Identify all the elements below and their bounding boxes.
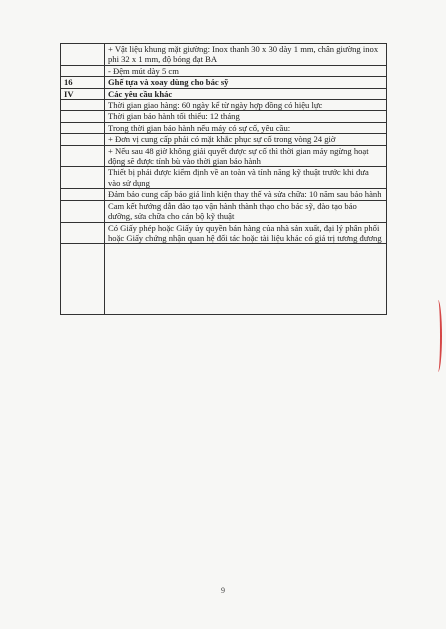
row-text-cell: Cam kết hướng dẫn đào tạo vận hành thành thạo cho bác sỹ, đào tạo bảo dưỡng, sửa chữa cho cán bộ kỹ thuật bbox=[105, 200, 387, 222]
row-text-cell: + Nếu sau 48 giờ không giải quyết được sự cố thì thời gian máy ngừng hoạt động sẽ được tính bù vào thời gian bảo hành bbox=[105, 145, 387, 167]
table-row bbox=[61, 122, 387, 133]
row-number-cell bbox=[61, 100, 105, 111]
row-number-cell: 16 bbox=[61, 77, 105, 88]
row-text-cell: + Vật liệu khung mặt giường: Inox thanh 30 x 30 dày 1 mm, chân giường inox phi 32 x 1 mm, độ bóng đạt BA bbox=[105, 44, 387, 66]
row-text-cell: + Đơn vị cung cấp phải có mặt khắc phục sự cố trong vòng 24 giờ bbox=[105, 134, 387, 145]
empty-cell bbox=[105, 244, 387, 315]
row-number-cell: IV bbox=[61, 88, 105, 99]
table-row bbox=[61, 145, 387, 167]
table-row bbox=[61, 189, 387, 200]
table-row bbox=[61, 77, 387, 88]
table-row bbox=[61, 100, 387, 111]
empty-table-row bbox=[61, 244, 387, 315]
row-number-cell bbox=[61, 167, 105, 189]
page-number: 9 bbox=[221, 586, 225, 595]
row-text-cell: Thời gian bảo hành tối thiểu: 12 tháng bbox=[105, 111, 387, 122]
row-text-cell: Trong thời gian bảo hành nếu máy có sự cố, yêu cầu: bbox=[105, 122, 387, 133]
table-row bbox=[61, 65, 387, 76]
row-text-cell: Thời gian giao hàng: 60 ngày kể từ ngày hợp đồng có hiệu lực bbox=[105, 100, 387, 111]
row-number-cell bbox=[61, 222, 105, 244]
row-number-cell bbox=[61, 134, 105, 145]
row-heading-cell: Các yêu cầu khác bbox=[105, 88, 387, 99]
row-heading-cell: Ghế tựa và xoay dùng cho bác sỹ bbox=[105, 77, 387, 88]
empty-cell bbox=[61, 244, 105, 315]
table-row bbox=[61, 200, 387, 222]
row-number-cell bbox=[61, 189, 105, 200]
row-text-cell: Đảm bảo cung cấp báo giá linh kiện thay thế và sửa chữa: 10 năm sau bảo hành bbox=[105, 189, 387, 200]
row-number-cell bbox=[61, 44, 105, 66]
row-number-cell bbox=[61, 145, 105, 167]
row-number-cell bbox=[61, 65, 105, 76]
table-row bbox=[61, 111, 387, 122]
requirements-table bbox=[60, 43, 387, 315]
table-row bbox=[61, 88, 387, 99]
table-row bbox=[61, 44, 387, 66]
table-row bbox=[61, 222, 387, 244]
row-text-cell: Có Giấy phép hoặc Giấy ủy quyền bán hàng của nhà sản xuất, đại lý phân phối hoặc Giấy chứng nhận quan hệ đối tác hoặc tài liệu khác có giá trị tương đương bbox=[105, 222, 387, 244]
red-margin-mark bbox=[434, 300, 442, 372]
row-number-cell bbox=[61, 111, 105, 122]
row-number-cell bbox=[61, 200, 105, 222]
row-text-cell: - Đệm mút dày 5 cm bbox=[105, 65, 387, 76]
table-row bbox=[61, 134, 387, 145]
table-row bbox=[61, 167, 387, 189]
row-number-cell bbox=[61, 122, 105, 133]
row-text-cell: Thiết bị phải được kiểm định về an toàn và tính năng kỹ thuật trước khi đưa vào sử dụng bbox=[105, 167, 387, 189]
